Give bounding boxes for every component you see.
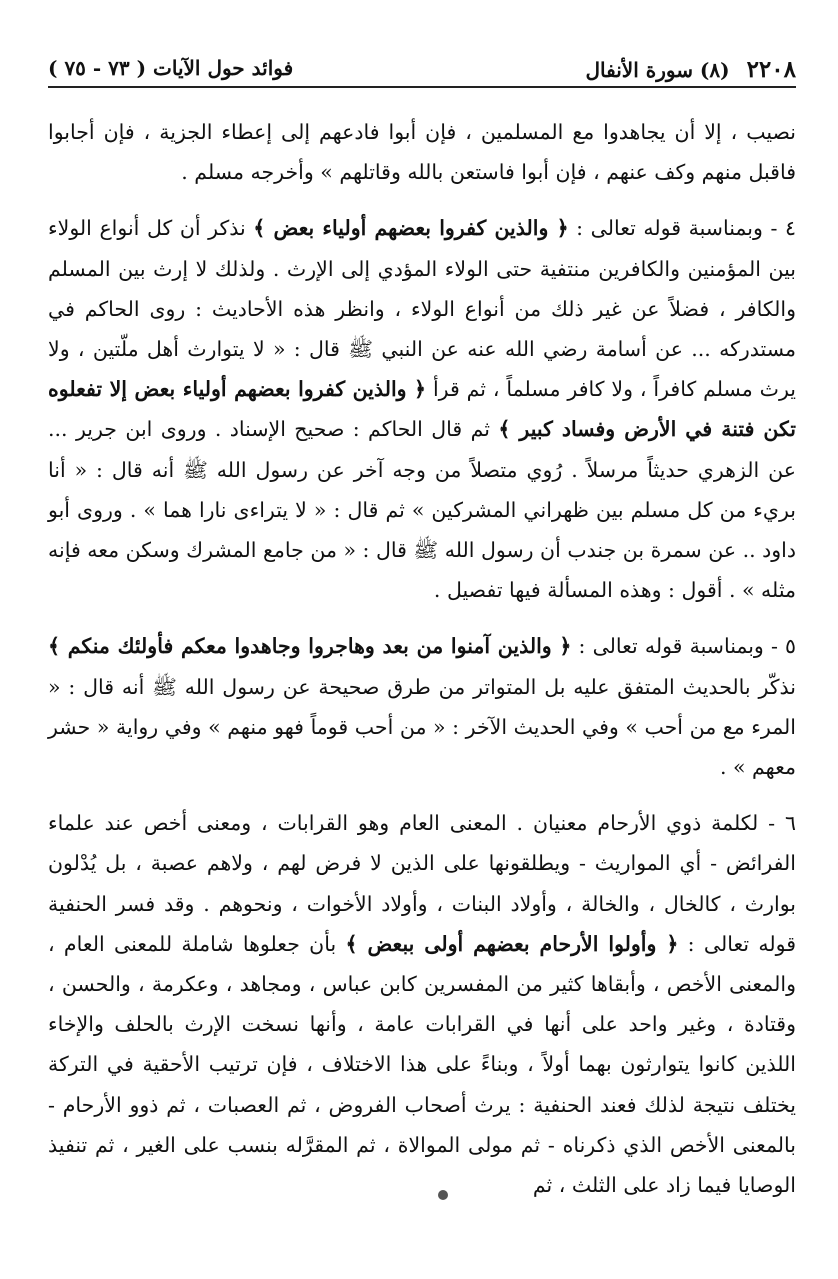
quran-verse-4a: ﴿ والذين كفروا بعضهم أولياء بعض ﴾ [253,216,569,241]
paragraph-gap [48,192,796,208]
paragraph-5-body: نذكّر بالحديث المتفق عليه بل المتواتر من طرق صحيحة عن رسول الله ﷺ أنه قال : « المرء مع من أحب » وفي الحديث الآخر : « من أحب قوماً فهو منهم » وفي رواية « حشر معهم » . [48,674,796,780]
paragraph-4-rest: ثم قال الحاكم : صحيح الإسناد . وروى ابن جرير ... عن الزهري حديثاً مرسلاً . رُوي متصلاً من وجه آخر عن رسول الله ﷺ أنه قال : « أنا بريء من كل مسلم بين ظهراني المشركين » ثم قال : « لا يتراءى نارا هما » . وروى أبو داود .. عن سمرة بن جندب أن رسول الله ﷺ قال : « من جامع المشرك وسكن معه فإنه مثله » . أقول : وهذه المسألة فيها تفصيل . [48,417,796,603]
running-header [48,52,796,88]
book-page [48,52,796,1252]
section-title: فوائد حول الآيات ( ٧٣ - ٧٥ ) [48,56,294,80]
page-body [48,112,796,1205]
paragraph-5 [48,626,796,787]
paragraph-4-intro: ٤ - وبمناسبة قوله تعالى : [568,216,796,241]
quran-verse-4b: ﴿ والذين كفروا بعضهم أولياء بعض إلا تفعلوه تكن فتنة في الأرض وفساد كبير ﴾ [48,377,797,442]
paragraph-gap [48,787,796,803]
page-dot-mark [438,1190,448,1200]
page-number: ٢٢٠٨ [746,56,796,83]
paragraph-6-body: بأن جعلوها شاملة للمعنى العام ، والمعنى الأخص ، وأبقاها كثير من المفسرين كابن عباس ، ومجاهد ، وعكرمة ، والحسن ، وقتادة ، وغير واحد على أنها في القرابات عامة ، وأنها نسخت الإرث بالحلف والإخاء اللذين كانوا يتوارثون بهما أولاً ، وبناءً على هذا الاختلاف ، فإن ترتيب الأحقية في التركة يختلف نتيجة لذلك فعند الحنفية : يرث أصحاب الفروض ، ثم العصبات ، ثم ذوو الأرحام - بالمعنى الأخص الذي ذكرناه - ثم مولى الموالاة ، ثم المقرَّله بنسب على الغير ، ثم تنفيذ الوصايا فيما زاد على الثلث ، ثم [48,931,796,1198]
paragraph-5-intro: ٥ - وبمناسبة قوله تعالى : [571,634,796,659]
paragraph-continuation: نصيب ، إلا أن يجاهدوا مع المسلمين ، فإن أبوا فادعهم إلى إعطاء الجزية ، فإن أجابوا فاقبل منهم وكف عنهم ، فإن أبوا فاستعن بالله وقاتلهم » وأخرجه مسلم . [48,120,796,185]
quran-verse-6: ﴿ وأولوا الأرحام بعضهم أولى ببعض ﴾ [345,931,679,956]
paragraph-gap [48,610,796,626]
paragraph-4-body: نذكر أن كل أنواع الولاء بين المؤمنين والكافرين منتفية حتى الولاء المؤدي إلى الإرث . ولذلك لا إرث بين المسلم والكافر ، فضلاً عن غير ذلك من أنواع الولاء ، وانظر هذه الأحاديث : روى الحاكم في مستدركه ... عن أسامة رضي الله عنه عن النبي ﷺ قال : « لا يتوارث أهل ملّتين ، ولا يرث مسلم كافراً ، ولا كافر مسلماً ، ثم قرأ [48,216,796,402]
header-right [586,56,797,83]
paragraph-6-intro: ٦ - لكلمة ذوي الأرحام معنيان . المعنى العام وهو القرابات ، ومعنى أخص عند علماء الفرائض - أي المواريث - ويطلقونها على الذين لا فرض لهم ، ولاهم عصبة ، بل يُدْلون بوارث ، كالخال ، والخالة ، وأولاد البنات ، وأولاد الأخوات ، ونحوهم . وقد فسر الحنفية قوله تعالى : [48,811,796,956]
paragraph-6 [48,803,796,1205]
quran-verse-5: ﴿ والذين آمنوا من بعد وهاجروا وجاهدوا معكم فأولئك منكم ﴾ [48,634,572,659]
surah-title: (٨) سورة الأنفال [585,58,730,82]
paragraph-4 [48,208,796,610]
